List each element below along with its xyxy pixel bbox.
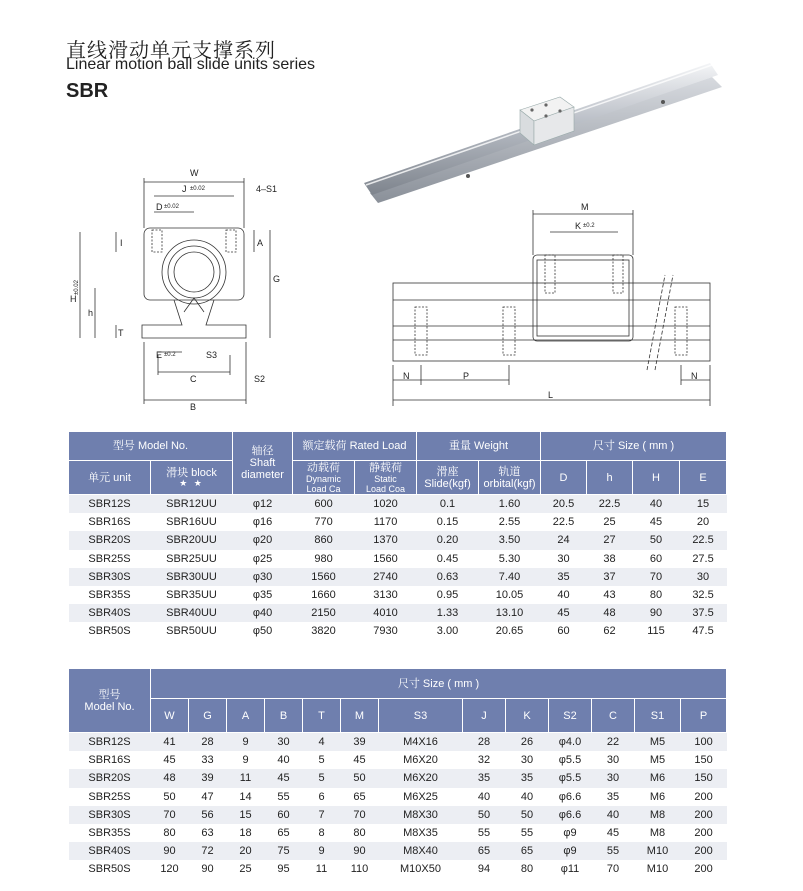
table-cell: 55: [265, 788, 303, 806]
table-cell: 63: [189, 824, 227, 842]
table-cell: 11: [303, 860, 341, 878]
table-cell: 80: [506, 860, 549, 878]
table-cell: 200: [681, 860, 727, 878]
label-B: B: [190, 402, 197, 410]
subheader-static: 静载荷 Static Load Coa: [355, 461, 417, 495]
table-cell: 200: [681, 806, 727, 824]
table-row: [69, 788, 727, 806]
table-cell: SBR30UU: [151, 568, 233, 586]
table-cell: 13.10: [479, 604, 541, 622]
header-model-no: 型号 Model No.: [69, 669, 151, 733]
table-cell: 50: [633, 531, 680, 549]
dimension-table: [68, 668, 727, 879]
table-cell: 110: [341, 860, 379, 878]
table-cell: 3.50: [479, 531, 541, 549]
table-cell: SBR30S: [69, 806, 151, 824]
table-cell: 11: [227, 769, 265, 787]
subheader-slide: 滑座 Slide(kgf): [417, 461, 479, 495]
table-cell: 20: [227, 842, 265, 860]
table-cell: 2.55: [479, 513, 541, 531]
label-I: I: [120, 238, 123, 248]
table-cell: 35: [506, 769, 549, 787]
table-cell: 9: [303, 842, 341, 860]
side-view-drawing: [385, 200, 715, 410]
table-cell: 0.20: [417, 531, 479, 549]
subheader-E: E: [680, 461, 727, 495]
column-header: M: [341, 699, 379, 733]
label-N-left: N: [403, 371, 410, 381]
table-cell: 24: [541, 531, 587, 549]
table-row: [69, 842, 727, 860]
label-J: J: [182, 184, 187, 194]
table-cell: 20: [680, 513, 727, 531]
table-cell: 50: [463, 806, 506, 824]
table-cell: SBR40S: [69, 842, 151, 860]
table-cell: 50: [151, 788, 189, 806]
table-cell: φ5.5: [549, 769, 592, 787]
table-cell: 40: [541, 586, 587, 604]
table-cell: 980: [293, 550, 355, 568]
table-cell: SBR25S: [69, 550, 151, 568]
table-cell: 150: [681, 769, 727, 787]
table-cell: M4X16: [379, 733, 463, 752]
table-cell: 65: [265, 824, 303, 842]
table-cell: 45: [341, 751, 379, 769]
table-cell: 200: [681, 788, 727, 806]
table-cell: 55: [463, 824, 506, 842]
label-K-tol: ±0.2: [583, 223, 595, 229]
table-cell: 45: [541, 604, 587, 622]
table-row: [69, 622, 727, 640]
label-E-tol: ±0.2: [164, 352, 176, 358]
table-cell: φ12: [233, 495, 293, 514]
column-header: J: [463, 699, 506, 733]
table-cell: 4: [303, 733, 341, 752]
table-cell: 26: [506, 733, 549, 752]
table-cell: 22.5: [541, 513, 587, 531]
label-D: D: [156, 202, 163, 212]
table-cell: 100: [681, 733, 727, 752]
table-cell: M10: [635, 842, 681, 860]
table-cell: 50: [506, 806, 549, 824]
table-cell: 6: [303, 788, 341, 806]
table-cell: 120: [151, 860, 189, 878]
table-cell: 0.45: [417, 550, 479, 568]
table-cell: 65: [463, 842, 506, 860]
table-cell: SBR16S: [69, 513, 151, 531]
table-cell: 860: [293, 531, 355, 549]
column-header: S1: [635, 699, 681, 733]
subheader-block: 滑块 block ★ ★: [151, 461, 233, 495]
table-row: [69, 733, 727, 752]
table-row: [69, 769, 727, 787]
label-S3: S3: [206, 350, 218, 360]
label-S2: S2: [254, 374, 266, 384]
table-cell: SBR16S: [69, 751, 151, 769]
table-cell: 30: [265, 733, 303, 752]
table-cell: 0.15: [417, 513, 479, 531]
table-cell: SBR12UU: [151, 495, 233, 514]
table-cell: φ20: [233, 531, 293, 549]
table-cell: 3820: [293, 622, 355, 640]
table-cell: 48: [151, 769, 189, 787]
table-cell: M8: [635, 824, 681, 842]
table-cell: 65: [506, 842, 549, 860]
table-cell: M10: [635, 860, 681, 878]
table-cell: 70: [633, 568, 680, 586]
table-cell: 1370: [355, 531, 417, 549]
table-cell: SBR30S: [69, 568, 151, 586]
table-cell: 5: [303, 769, 341, 787]
table-cell: 65: [341, 788, 379, 806]
table-cell: 18: [227, 824, 265, 842]
table-cell: 25: [587, 513, 633, 531]
table-cell: 30: [592, 769, 635, 787]
header-weight: 重量 Weight: [417, 432, 541, 461]
table-cell: 60: [265, 806, 303, 824]
table-cell: 38: [587, 550, 633, 568]
table-cell: M6X20: [379, 769, 463, 787]
table-cell: 0.1: [417, 495, 479, 514]
table-cell: 1020: [355, 495, 417, 514]
table-cell: 1660: [293, 586, 355, 604]
table-cell: 30: [506, 751, 549, 769]
table-row: [69, 604, 727, 622]
table-row: [69, 495, 727, 514]
table-cell: M5: [635, 733, 681, 752]
table-cell: 28: [463, 733, 506, 752]
label-h: h: [88, 308, 94, 318]
table-cell: 8: [303, 824, 341, 842]
label-H: H: [70, 294, 77, 304]
table-cell: 37: [587, 568, 633, 586]
header-shaft: 轴径 Shaft diameter: [233, 432, 293, 495]
table-cell: 115: [633, 622, 680, 640]
table-cell: 80: [341, 824, 379, 842]
table-cell: 3.00: [417, 622, 479, 640]
table-cell: 45: [151, 751, 189, 769]
title-chinese: 直线滑动单元支撑系列: [66, 38, 276, 62]
table-cell: φ40: [233, 604, 293, 622]
label-A: A: [257, 238, 264, 248]
table-cell: 200: [681, 842, 727, 860]
table-cell: 0.63: [417, 568, 479, 586]
table-cell: M8X30: [379, 806, 463, 824]
table-row: [69, 860, 727, 878]
table-cell: SBR35S: [69, 586, 151, 604]
table-cell: 40: [265, 751, 303, 769]
table-cell: M8X40: [379, 842, 463, 860]
header-size: 尺寸 Size ( mm ): [541, 432, 727, 461]
table-cell: 75: [265, 842, 303, 860]
table-row: [69, 751, 727, 769]
table-cell: 7930: [355, 622, 417, 640]
table-cell: 27: [587, 531, 633, 549]
table-cell: 33: [189, 751, 227, 769]
table-cell: M10X50: [379, 860, 463, 878]
table-cell: 72: [189, 842, 227, 860]
table-cell: 60: [633, 550, 680, 568]
label-J-tol: ±0.02: [190, 186, 205, 192]
table-cell: 35: [592, 788, 635, 806]
header-model: 型号 Model No.: [69, 432, 233, 461]
column-header: S2: [549, 699, 592, 733]
column-header: P: [681, 699, 727, 733]
table-cell: SBR20S: [69, 531, 151, 549]
label-G: G: [273, 274, 281, 284]
table-cell: SBR25S: [69, 788, 151, 806]
table-cell: φ6.6: [549, 806, 592, 824]
table-cell: 95: [265, 860, 303, 878]
table-cell: 41: [151, 733, 189, 752]
table-cell: 37.5: [680, 604, 727, 622]
table-cell: 70: [341, 806, 379, 824]
table-row: [69, 806, 727, 824]
table-cell: M8: [635, 806, 681, 824]
table-cell: 600: [293, 495, 355, 514]
table-cell: 40: [506, 788, 549, 806]
table-cell: 55: [506, 824, 549, 842]
table-cell: 27.5: [680, 550, 727, 568]
table-cell: 90: [189, 860, 227, 878]
table-cell: φ5.5: [549, 751, 592, 769]
table-cell: 1170: [355, 513, 417, 531]
table-cell: 62: [587, 622, 633, 640]
table-cell: M6X25: [379, 788, 463, 806]
table-row: [69, 513, 727, 531]
product-photo: [360, 55, 730, 205]
subheader-orbital: 轨道 orbital(kgf): [479, 461, 541, 495]
table-cell: M8X35: [379, 824, 463, 842]
table-cell: 90: [151, 842, 189, 860]
table-cell: 28: [189, 733, 227, 752]
table-cell: 770: [293, 513, 355, 531]
table-cell: SBR50UU: [151, 622, 233, 640]
table-cell: 1560: [293, 568, 355, 586]
table-cell: SBR12S: [69, 495, 151, 514]
table-cell: 32.5: [680, 586, 727, 604]
table-cell: 48: [587, 604, 633, 622]
table-cell: SBR25UU: [151, 550, 233, 568]
table-cell: SBR20S: [69, 769, 151, 787]
label-M: M: [581, 202, 589, 212]
subheader-unit: 单元 unit: [69, 461, 151, 495]
subheader-h: h: [587, 461, 633, 495]
table-cell: 9: [227, 751, 265, 769]
label-H-tol: ±0.02: [74, 280, 80, 295]
table-row: [69, 824, 727, 842]
table-cell: 39: [341, 733, 379, 752]
table-cell: 35: [541, 568, 587, 586]
table-cell: 40: [592, 806, 635, 824]
header-size-mm: 尺寸 Size ( mm ): [151, 669, 727, 699]
table-cell: 1.33: [417, 604, 479, 622]
series-name: SBR: [66, 80, 109, 102]
table-cell: 0.95: [417, 586, 479, 604]
table-cell: SBR50S: [69, 860, 151, 878]
table-cell: SBR40S: [69, 604, 151, 622]
label-W: W: [190, 168, 199, 178]
table-cell: SBR50S: [69, 622, 151, 640]
table-cell: 60: [541, 622, 587, 640]
table-row: [69, 586, 727, 604]
table-cell: φ6.6: [549, 788, 592, 806]
table-cell: 45: [265, 769, 303, 787]
label-L: L: [548, 390, 554, 400]
label-C: C: [190, 374, 197, 384]
table-cell: 30: [680, 568, 727, 586]
table-cell: 4010: [355, 604, 417, 622]
table-cell: 30: [592, 751, 635, 769]
table-cell: 94: [463, 860, 506, 878]
table-cell: 47: [189, 788, 227, 806]
table-cell: 35: [463, 769, 506, 787]
table-cell: 90: [341, 842, 379, 860]
table-cell: 30: [541, 550, 587, 568]
table-cell: 2740: [355, 568, 417, 586]
table-cell: SBR35S: [69, 824, 151, 842]
table-cell: SBR12S: [69, 733, 151, 752]
table-cell: 2150: [293, 604, 355, 622]
label-S1: 4–S1: [256, 184, 278, 194]
table-row: [69, 531, 727, 549]
table-cell: 150: [681, 751, 727, 769]
table-cell: 40: [633, 495, 680, 514]
cross-section-drawing: [60, 160, 310, 410]
table-cell: 47.5: [680, 622, 727, 640]
table-cell: SBR20UU: [151, 531, 233, 549]
label-K: K: [575, 221, 582, 231]
table-cell: φ4.0: [549, 733, 592, 752]
table-row: [69, 550, 727, 568]
table-cell: M6: [635, 769, 681, 787]
table-cell: M5: [635, 751, 681, 769]
table-cell: 15: [227, 806, 265, 824]
table-cell: 1.60: [479, 495, 541, 514]
table-cell: 5.30: [479, 550, 541, 568]
table-cell: φ30: [233, 568, 293, 586]
table-cell: 7: [303, 806, 341, 824]
column-header: A: [227, 699, 265, 733]
table-cell: 3130: [355, 586, 417, 604]
table-cell: 20.65: [479, 622, 541, 640]
table-cell: 80: [633, 586, 680, 604]
table-cell: φ9: [549, 842, 592, 860]
table-cell: 55: [592, 842, 635, 860]
column-header: T: [303, 699, 341, 733]
table-cell: 1560: [355, 550, 417, 568]
table-cell: 22: [592, 733, 635, 752]
table-cell: 5: [303, 751, 341, 769]
table-cell: 20.5: [541, 495, 587, 514]
table-cell: 56: [189, 806, 227, 824]
label-P: P: [463, 371, 470, 381]
column-header: G: [189, 699, 227, 733]
table-cell: 70: [592, 860, 635, 878]
table-cell: 22.5: [587, 495, 633, 514]
table-cell: φ9: [549, 824, 592, 842]
table-cell: 32: [463, 751, 506, 769]
table-row: [69, 568, 727, 586]
table-cell: M6: [635, 788, 681, 806]
table-cell: φ50: [233, 622, 293, 640]
table-cell: SBR40UU: [151, 604, 233, 622]
label-N-right: N: [691, 371, 698, 381]
subheader-H: H: [633, 461, 680, 495]
table-cell: 40: [463, 788, 506, 806]
table-cell: 45: [633, 513, 680, 531]
table-cell: 25: [227, 860, 265, 878]
table-cell: SBR35UU: [151, 586, 233, 604]
table-cell: SBR16UU: [151, 513, 233, 531]
column-header: S3: [379, 699, 463, 733]
table-cell: 70: [151, 806, 189, 824]
title-english: Linear motion ball slide units series: [66, 56, 316, 73]
load-weight-table: [68, 431, 727, 641]
header-rated-load: 额定载荷 Rated Load: [293, 432, 417, 461]
table-cell: 80: [151, 824, 189, 842]
table-cell: 45: [592, 824, 635, 842]
table-cell: 90: [633, 604, 680, 622]
subheader-dynamic: 动载荷 Dynamic Load Ca: [293, 461, 355, 495]
table-cell: 7.40: [479, 568, 541, 586]
table-cell: 10.05: [479, 586, 541, 604]
table-cell: 200: [681, 824, 727, 842]
table-cell: φ16: [233, 513, 293, 531]
column-header: W: [151, 699, 189, 733]
table-cell: 39: [189, 769, 227, 787]
table-cell: 14: [227, 788, 265, 806]
table-cell: 50: [341, 769, 379, 787]
label-E: E: [156, 350, 163, 360]
table-cell: φ35: [233, 586, 293, 604]
table-cell: 22.5: [680, 531, 727, 549]
table-cell: M6X20: [379, 751, 463, 769]
label-T: T: [118, 328, 124, 338]
table-cell: 9: [227, 733, 265, 752]
column-header: B: [265, 699, 303, 733]
table-cell: 15: [680, 495, 727, 514]
column-header: K: [506, 699, 549, 733]
subheader-D: D: [541, 461, 587, 495]
column-header: C: [592, 699, 635, 733]
table-cell: φ11: [549, 860, 592, 878]
table-cell: 43: [587, 586, 633, 604]
table-cell: φ25: [233, 550, 293, 568]
label-D-tol: ±0.02: [164, 204, 179, 210]
